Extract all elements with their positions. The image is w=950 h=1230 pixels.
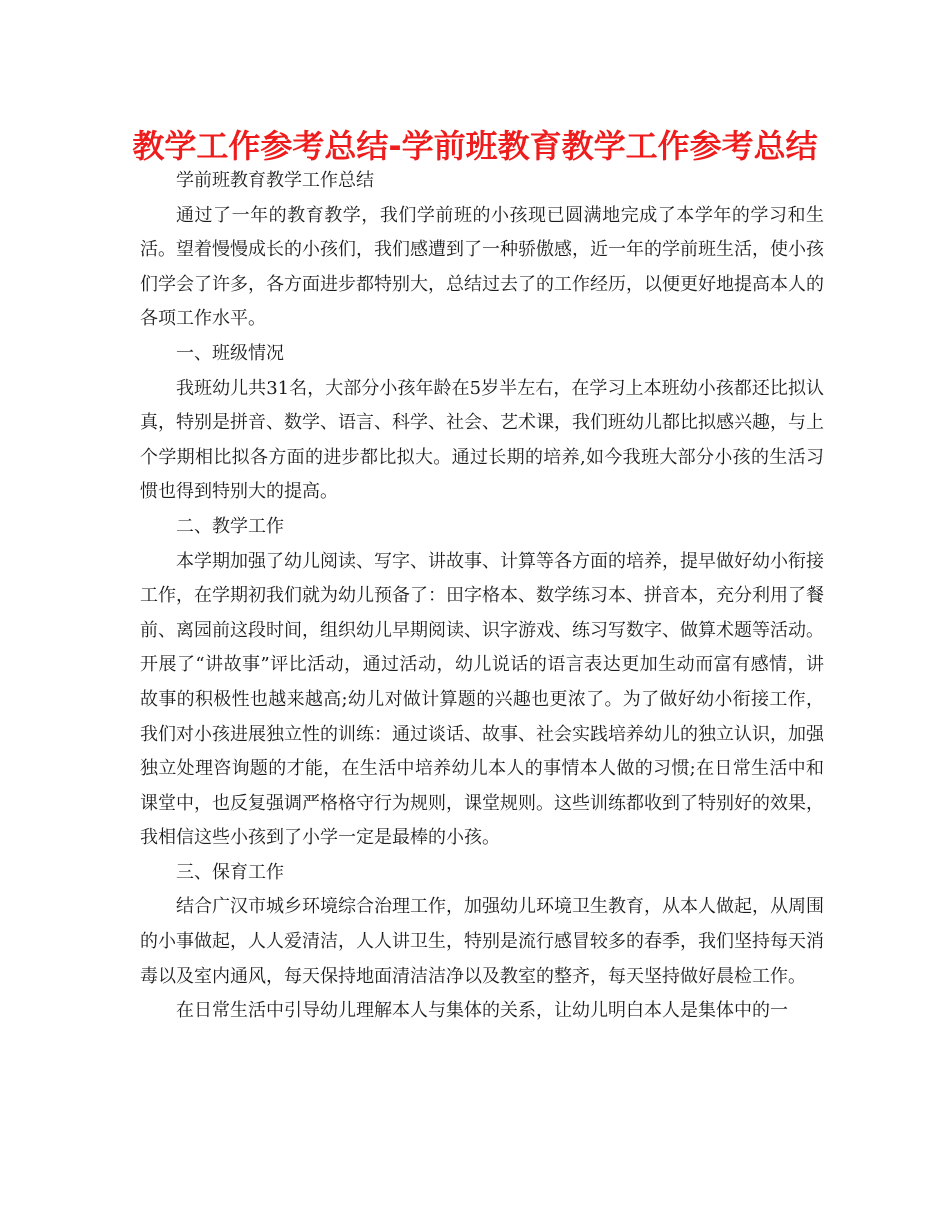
section-heading-teaching: 二、教学工作 [176, 515, 284, 537]
document-body [140, 164, 824, 1029]
paragraph-subtitle: 学前班教育教学工作总结 [176, 170, 374, 191]
paragraph-collective: 在日常生活中引导幼儿理解本人与集体的关系，让幼儿明白本人是集体中的一 [176, 1000, 788, 1022]
paragraph-intro: 通过了一年的教育教学，我们学前班的小孩现已圆满地完成了本学年的学习和生活。望着慢慢成长的小孩们，我们感遭到了一种骄傲感，近一年的学前班生活，使小孩们学会了许多，各方面进步都特别大，总结过去了的工作经历，以便更好地提高本人的各项工作水平。 [140, 204, 824, 330]
section-heading-class: 一、班级情况 [176, 342, 284, 364]
section-heading-care: 三、保育工作 [176, 861, 284, 883]
paragraph-class: 我班幼儿共31名，大部分小孩年龄在5岁半左右，在学习上本班幼小孩都还比拟认真，特别是拼音、数学、语言、科学、社会、艺术课，我们班幼儿都比拟感兴趣，与上个学期相比拟各方面的进步都比拟大。通过长期的培养,如今我班大部分小孩的生活习惯也得到特别大的提高。 [140, 377, 824, 503]
paragraph-teaching: 本学期加强了幼儿阅读、写字、讲故事、计算等各方面的培养，提早做好幼小衔接工作，在学期初我们就为幼儿预备了：田字格本、数学练习本、拼音本，充分利用了餐前、离园前这段时间，组织幼儿早期阅读、识字游戏、练习写数字、做算术题等活动。开展了“讲故事”评比活动，通过活动，幼儿说话的语言表达更加生动而富有感情，讲故事的积极性也越来越高;幼儿对做计算题的兴趣也更浓了。为了做好幼小衔接工作，我们对小孩进展独立性的训练：通过谈话、故事、社会实践培养幼儿的独立认识，加强独立处理咨询题的才能，在生活中培养幼儿本人的事情本人做的习惯;在日常生活中和课堂中，也反复强调严格格守行为规则，课堂规则。这些训练都收到了特别好的效果，我相信这些小孩到了小学一定是最棒的小孩。 [140, 550, 824, 849]
document-title: 教学工作参考总结-学前班教育教学工作参考总结 [132, 127, 818, 165]
paragraph-care: 结合广汉市城乡环境综合治理工作，加强幼儿环境卫生教育，从本人做起，从周围的小事做起，人人爱清洁，人人讲卫生，特别是流行感冒较多的春季，我们坚持每天消毒以及室内通风，每天保持地面清洁洁净以及教室的整齐，每天坚持做好晨检工作。 [140, 896, 824, 987]
